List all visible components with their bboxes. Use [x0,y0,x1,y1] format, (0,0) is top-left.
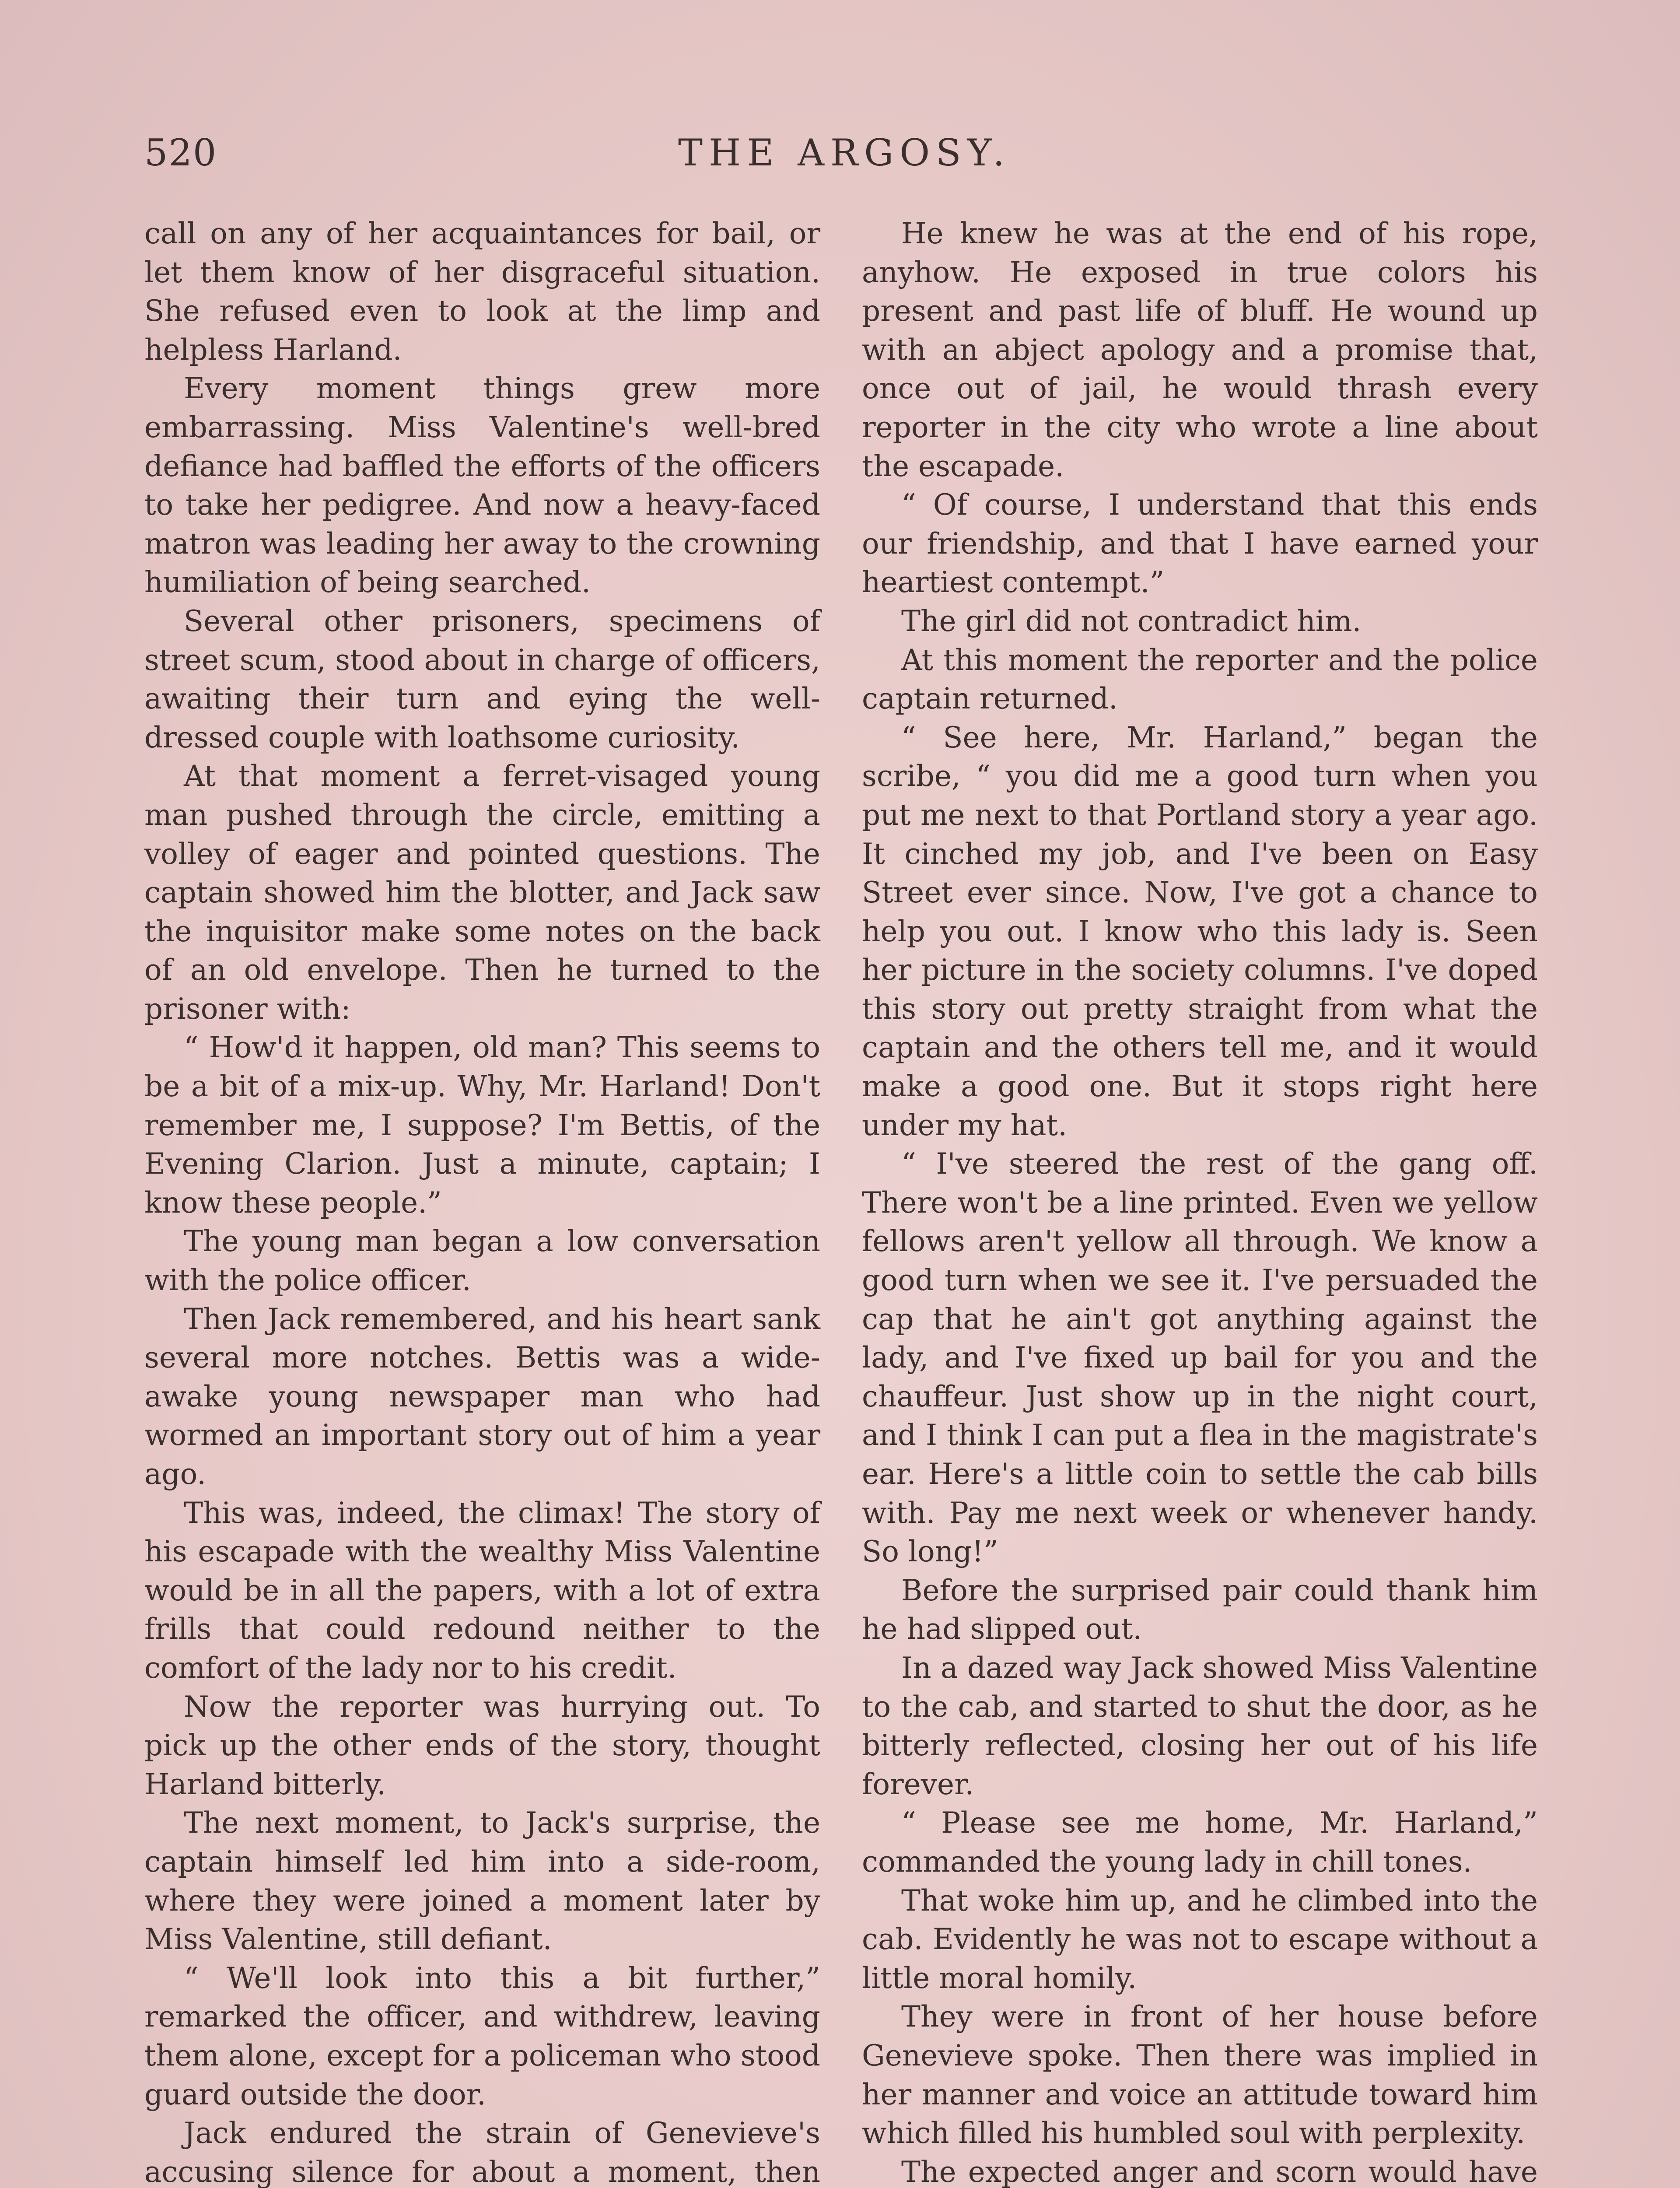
paragraph: The expected anger and scorn would have [901,2155,1538,2188]
paragraph: Jack endured the strain of Genevieve's accusing silence for about a moment, then [144,2116,820,2188]
paragraph: He knew he was at the end of his rope, anyhow. He exposed in true colors his present and past life of bluff. He wound up with an abject apology and a promise that, once out of jail, he would thrash every reporter in the city who wrote a line about the escapade. [862,217,1538,483]
paragraph: “ We'll look into this a bit further,” remarked the officer, and withdrew, leaving them alone, except for a policeman who stood guard outside the door. [144,1961,820,2111]
paragraph: At this moment the reporter and the police captain returned. [862,643,1538,716]
paragraph: The next moment, to Jack's surprise, the captain himself led him into a side-room, where they were joined a moment later by Miss Valentine, still defiant. [144,1806,820,1957]
paragraph: Several other prisoners, specimens of street scum, stood about in charge of officers, awaiting their turn and eying the well-dressed couple with loathsome curiosity. [144,604,820,754]
paragraph: “ See here, Mr. Harland,” began the scribe, “ you did me a good turn when you put me next to that Portland story a year ago. It cinched my job, and I've been on Easy Street ever since. Now, I've got a chance to help you out. I know who this lady is. Seen her picture in the society columns. I've doped this story out pretty straight from what the captain and the others tell me, and it would make a good one. But it stops right here under my hat. [862,720,1538,1142]
paragraph: Before the surprised pair could thank him he had slipped out. [862,1573,1538,1646]
page-number: 520 [144,131,217,174]
paragraph: “ I've steered the rest of the gang off. There won't be a line printed. Even we yellow fellows aren't yellow all through. We know a good turn when we see it. I've persuaded the cap that he ain't got anything against the lady, and I've fixed up bail for you and the chauffeur. Just show up in the night court, and I think I can put a flea in the magistrate's ear. Here's a little coin to settle the cab bills with. Pay me next week or whenever handy. So long!” [862,1147,1538,1569]
paragraph: The young man began a low conversation with the police officer. [144,1224,820,1297]
paragraph: “ How'd it happen, old man? This seems to be a bit of a mix-up. Why, Mr. Harland! Don't remember me, I suppose? I'm Bettis, of the Evening Clarion. Just a minute, captain; I know these people.” [144,1031,820,1220]
paragraph: Then Jack remembered, and his heart sank several more notches. Bettis was a wide-awake young newspaper man who had wormed an important story out of him a year ago. [144,1302,820,1491]
paragraph: That woke him up, and he climbed into the cab. Evidently he was not to escape without a little moral homily. [862,1883,1538,1995]
page-header [144,131,1544,188]
paragraph: call on any of her acquaintances for bail, or let them know of her disgraceful situation. She refused even to look at the limp and helpless Harland. [144,217,820,367]
paragraph: This was, indeed, the climax! The story of his escapade with the wealthy Miss Valentine would be in all the papers, with a lot of extra frills that could redound neither to the comfort of the lady nor to his credit. [144,1496,820,1685]
left-text-column [144,214,820,2188]
paragraph: The girl did not contradict him. [901,604,1362,638]
paragraph: At that moment a ferret-visaged young man pushed through the circle, emitting a volley of eager and pointed questions. The captain showed him the blotter, and Jack saw the inquisitor make some notes on the back of an old envelope. Then he turned to the prisoner with: [144,759,820,1026]
paragraph: “ Please see me home, Mr. Harland,” commanded the young lady in chill tones. [862,1806,1538,1879]
paragraph: Now the reporter was hurrying out. To pick up the other ends of the story, thought Harland bitterly. [144,1690,820,1801]
paragraph: In a dazed way Jack showed Miss Valentine to the cab, and started to shut the door, as he bitterly reflected, closing her out of his life forever. [862,1651,1538,1801]
paragraph: They were in front of her house before Genevieve spoke. Then there was implied in her manner and voice an attitude toward him which filled his humbled soul with perplexity. [862,2000,1538,2150]
paragraph: “ Of course, I understand that this ends our friendship, and that I have earned your heartiest contempt.” [862,488,1538,600]
running-head-title: THE ARGOSY. [678,131,1011,174]
right-text-column [862,214,1538,2188]
paragraph: Every moment things grew more embarrassing. Miss Valentine's well-bred defiance had baffled the efforts of the officers to take her pedigree. And now a heavy-faced matron was leading her away to the crowning humiliation of being searched. [144,372,820,600]
